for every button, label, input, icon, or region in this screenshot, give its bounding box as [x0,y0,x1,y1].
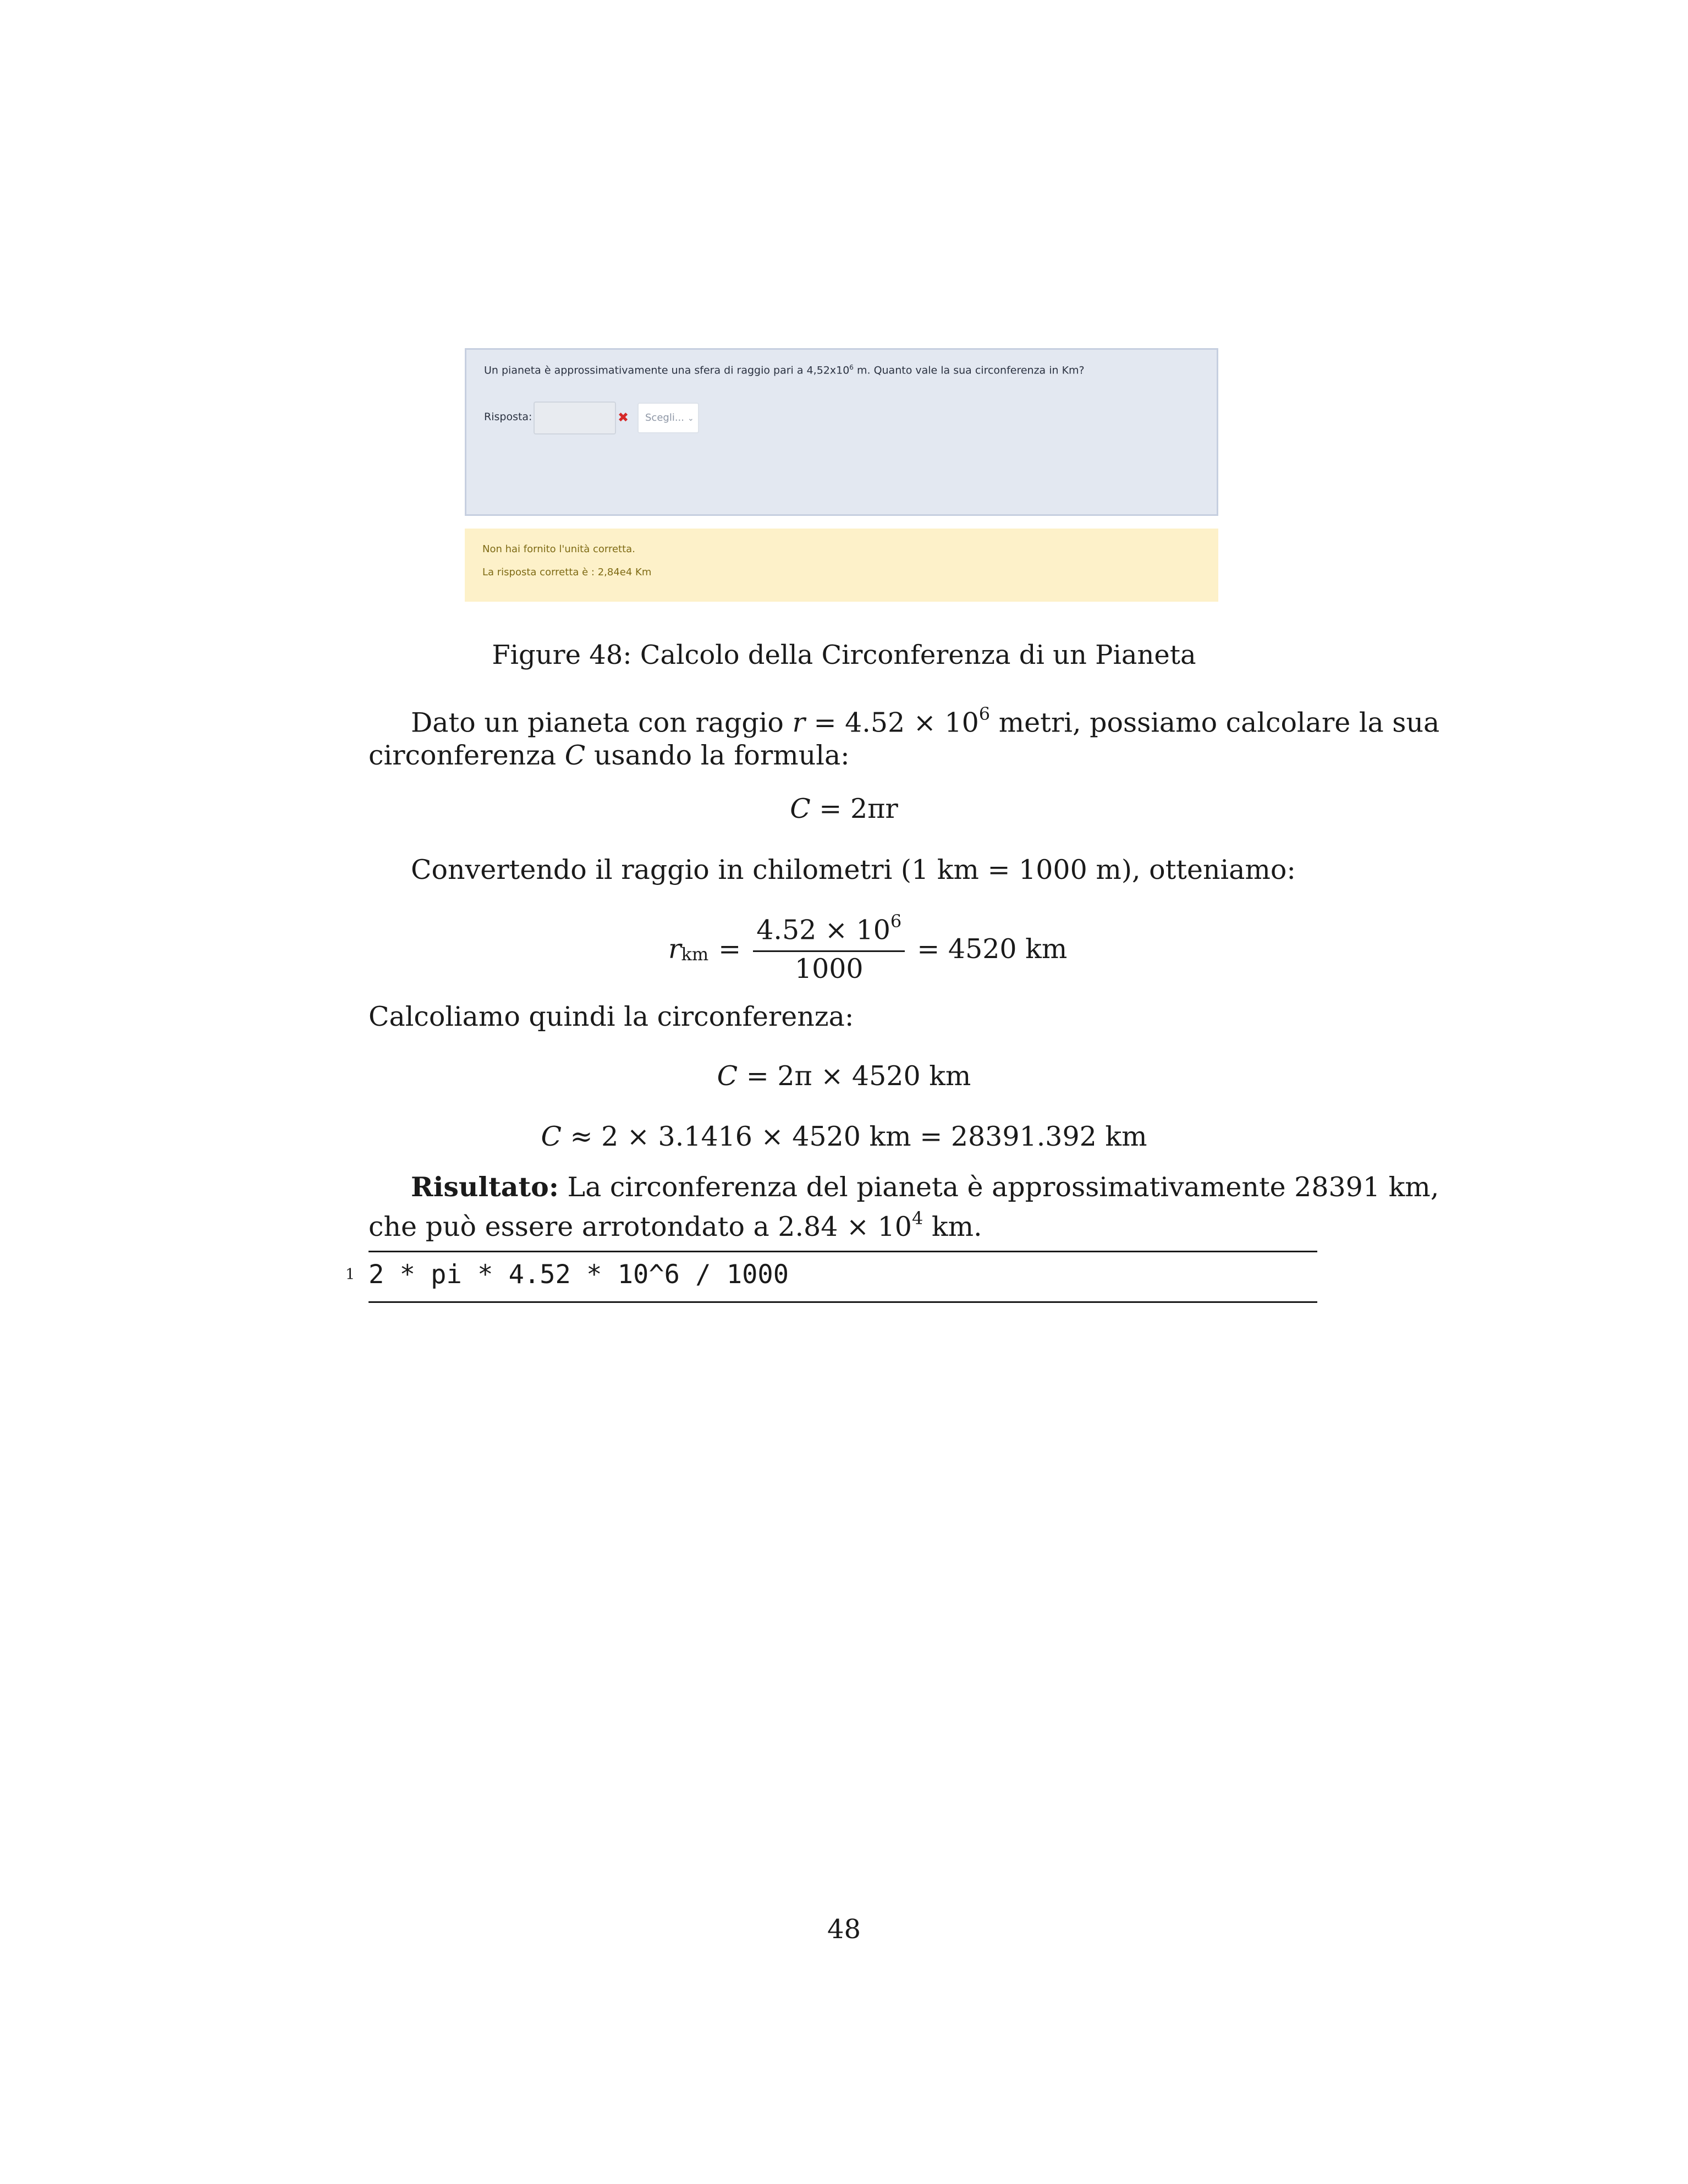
fraction-numerator [753,913,905,950]
text-run: usando la formula: [585,740,850,772]
question-text-start: Un pianeta è approssimativamente una sfera di raggio pari a 4,52x10 [484,364,850,377]
equation-radius-km [668,907,1067,990]
equation-circumference-km [0,1060,1688,1092]
variable-c: C [717,1060,738,1092]
text-run: che può essere arrotondato a 2.84 × 10 [369,1211,912,1243]
feedback-correct-answer: La risposta corretta è : 2,84e4 Km [482,566,652,578]
text-run: Dato un pianeta con raggio [411,707,793,739]
feedback-panel [465,529,1218,602]
exponent: 6 [978,703,991,724]
exponent: 6 [890,911,902,932]
figure-caption: Figure 48: Calcolo della Circonferenza di un Pianeta [492,640,1196,670]
question-text-end: m. Quanto vale la sua circonferenza in Km? [853,364,1085,377]
unit-select-value: Scegli... [645,412,684,423]
paragraph-intro-line-1 [369,700,1440,739]
answer-label: Risposta: [484,411,532,423]
paragraph-conversion-text: Convertendo il raggio in chilometri (1 km = 1000 m), otteniamo: [411,854,1296,885]
text-run: La circonferenza del pianeta è approssimativamente 28391 km, [558,1171,1439,1203]
variable-c: C [541,1121,562,1152]
chevron-down-icon: ⌄ [688,414,694,423]
variable-r: r [668,933,681,965]
paragraph-compute [369,1000,1317,1033]
paragraph-compute-text: Calcoliamo quindi la circonferenza: [369,1001,854,1032]
equation-rhs: = 2π × 4520 km [738,1060,971,1092]
paragraph-result-line-2 [369,1208,982,1243]
page-number: 48 [827,1914,861,1945]
numerator-text: 4.52 × 10 [756,914,890,946]
code-top-rule [369,1251,1317,1252]
paragraph-intro-line-2 [369,740,850,771]
exponent: 4 [911,1208,923,1229]
equation-rhs: ≈ 2 × 3.1416 × 4520 km = 28391.392 km [561,1121,1147,1152]
text-run: metri, possiamo calcolare la sua [990,707,1440,739]
feedback-unit-message: Non hai fornito l'unità corretta. [482,543,635,555]
fraction [753,913,905,984]
question-exponent: 6 [849,364,854,371]
equation-rhs: = 2πr [810,793,898,824]
variable-c: C [790,793,811,824]
paragraph-result [369,1170,1439,1244]
text-run: circonferenza [369,740,565,772]
equation-rhs: = 4520 km [917,933,1068,965]
equals-sign: = [718,933,741,965]
code-line: 2 * pi * 4.52 * 10^6 / 1000 [369,1259,789,1290]
paragraph-conversion [369,854,1317,887]
text-run: km. [923,1211,982,1243]
code-bottom-rule [369,1301,1317,1303]
quiz-question-text [484,364,1085,376]
result-label: Risultato: [411,1171,559,1203]
quiz-question-panel [465,348,1218,516]
fraction-denominator: 1000 [794,953,864,984]
paragraph-intro [369,700,1440,772]
subscript-km: km [681,943,709,965]
variable-r: r [792,707,805,739]
equation-circumference [0,793,1688,824]
equation-lhs [668,933,708,965]
code-line-number: 1 [345,1266,355,1283]
wrong-answer-icon: ✖ [617,410,629,425]
paragraph-result-line-1 [369,1170,1439,1204]
answer-input[interactable] [534,401,616,434]
text-run: = 4.52 × 10 [805,707,979,739]
equation-circumference-approx [0,1121,1688,1152]
variable-c: C [564,740,586,772]
unit-select-dropdown[interactable] [637,403,699,433]
